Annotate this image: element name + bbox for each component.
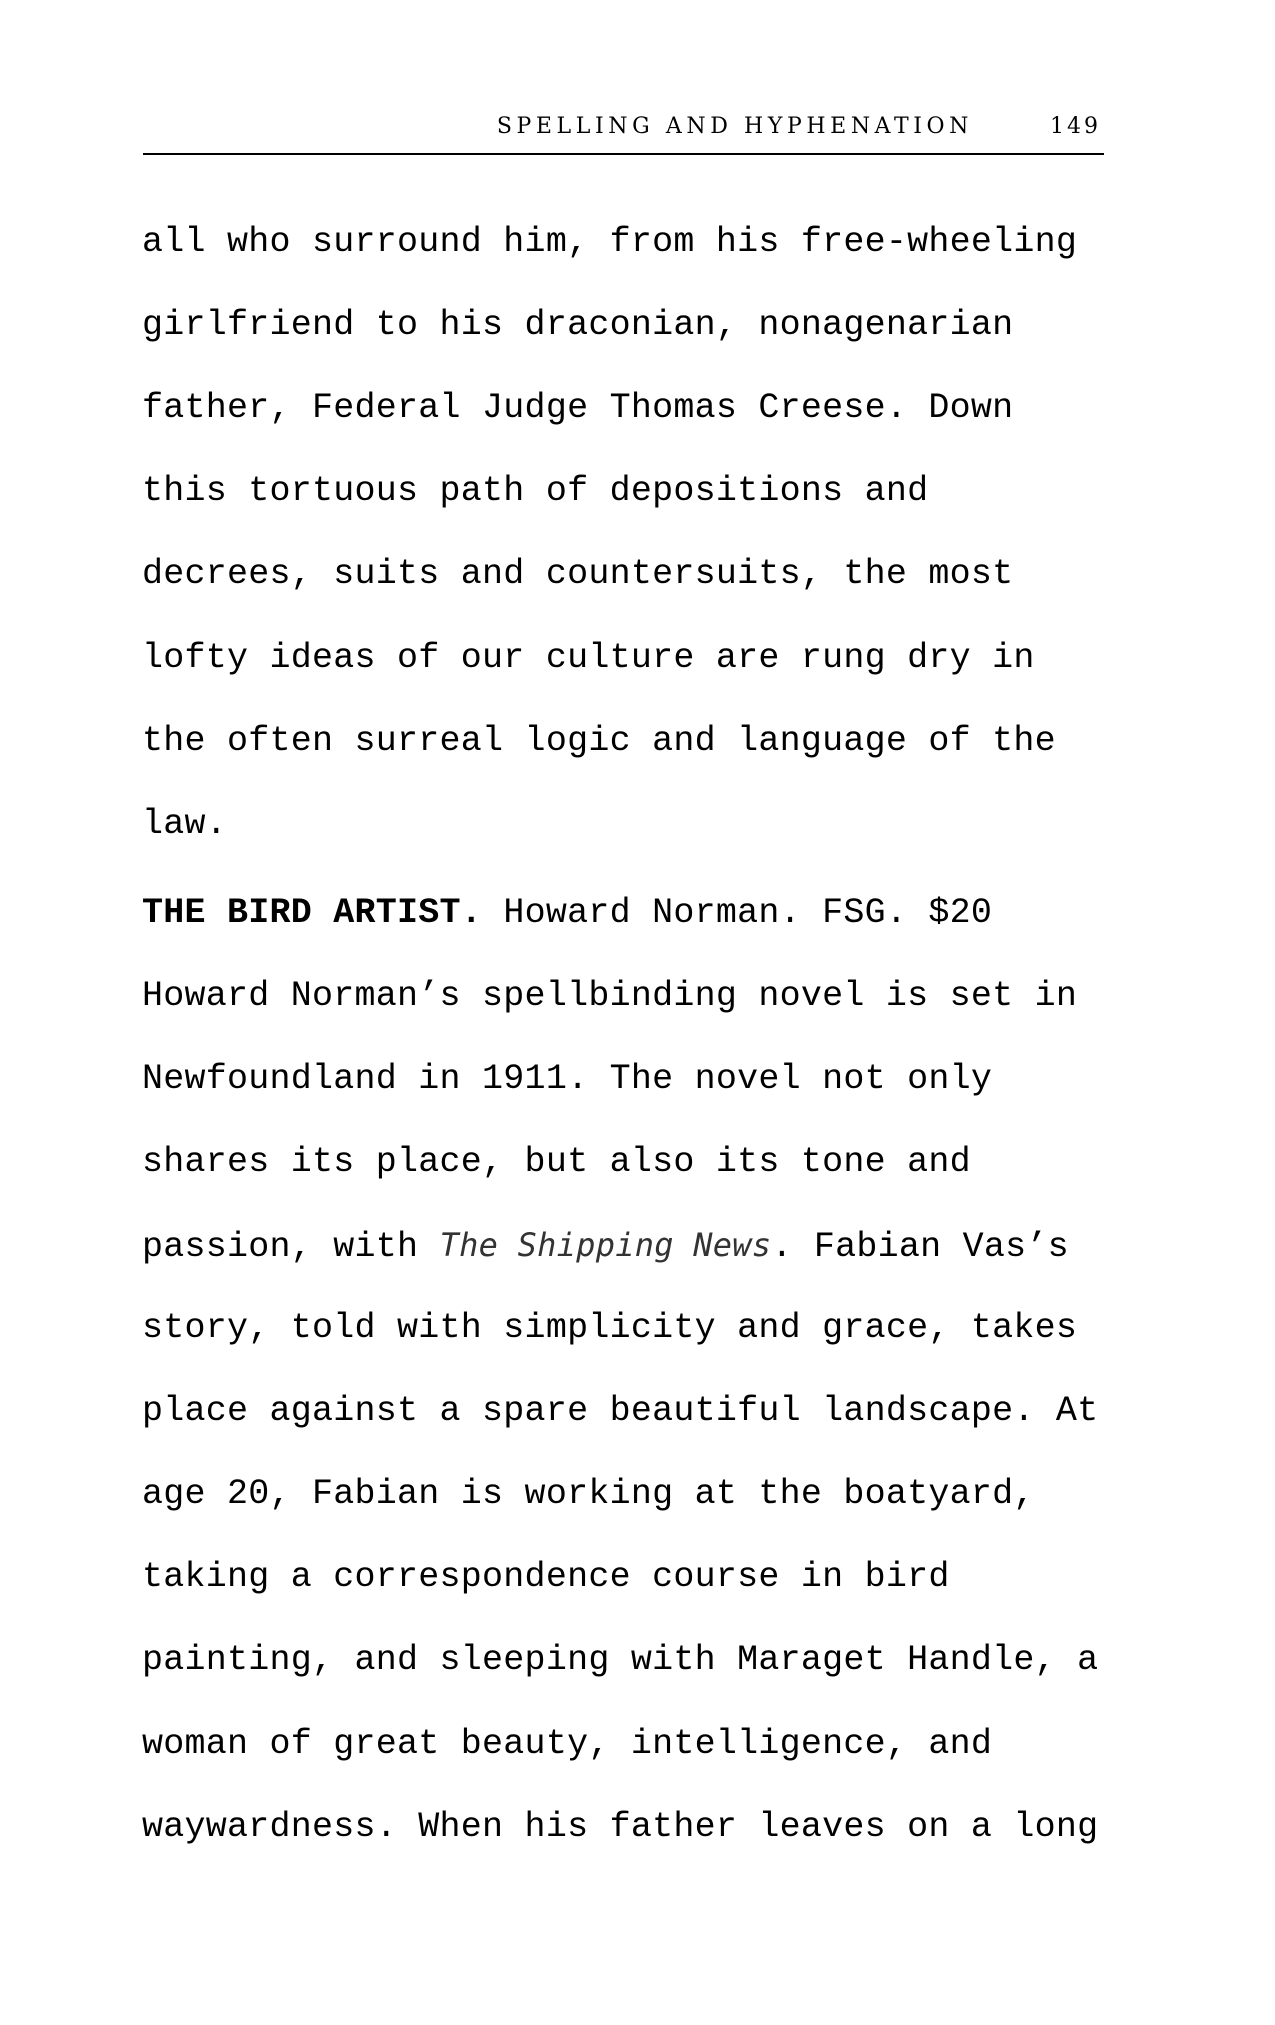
text-line: lofty ideas of our culture are rung dry in: [142, 638, 1035, 678]
book-title: The Shipping News: [439, 1226, 772, 1264]
text-line: shares its place, but also its tone and: [142, 1142, 971, 1182]
text-segment: . Fabian Vas’s: [771, 1227, 1069, 1267]
page-number: 149: [1050, 114, 1101, 139]
text-line: story, told with simplicity and grace, takes: [142, 1308, 1078, 1348]
text-line: girlfriend to his draconian, nonagenarian: [142, 305, 1014, 345]
text-line: taking a correspondence course in bird: [142, 1557, 950, 1597]
text-line: Howard Norman’s spellbinding novel is set in: [142, 976, 1078, 1016]
header-rule: [143, 153, 1104, 155]
text-line: age 20, Fabian is working at the boatyard,: [142, 1474, 1035, 1514]
text-segment: passion, with: [142, 1227, 440, 1267]
text-line: father, Federal Judge Thomas Creese. Down: [142, 388, 1014, 428]
text-line: law.: [142, 804, 228, 844]
text-line: decrees, suits and countersuits, the most: [142, 554, 1014, 594]
entry-heading: [142, 891, 992, 935]
text-line: painting, and sleeping with Maraget Handle, a: [142, 1640, 1099, 1680]
text-line: the often surreal logic and language of the: [142, 721, 1056, 761]
running-head: [143, 112, 1101, 142]
text-line: all who surround him, from his free-wheeling: [142, 222, 1078, 262]
running-head-title: SPELLING AND HYPHENATION: [496, 114, 973, 139]
text-line: [142, 1223, 1069, 1269]
entry-byline: Howard Norman. FSG. $20: [482, 893, 993, 933]
entry-title: THE BIRD ARTIST.: [142, 893, 483, 933]
text-line: this tortuous path of depositions and: [142, 471, 929, 511]
text-line: waywardness. When his father leaves on a long: [142, 1807, 1099, 1847]
text-line: Newfoundland in 1911. The novel not only: [142, 1059, 993, 1099]
text-line: woman of great beauty, intelligence, and: [142, 1724, 993, 1764]
text-line: place against a spare beautiful landscape. At: [142, 1391, 1099, 1431]
